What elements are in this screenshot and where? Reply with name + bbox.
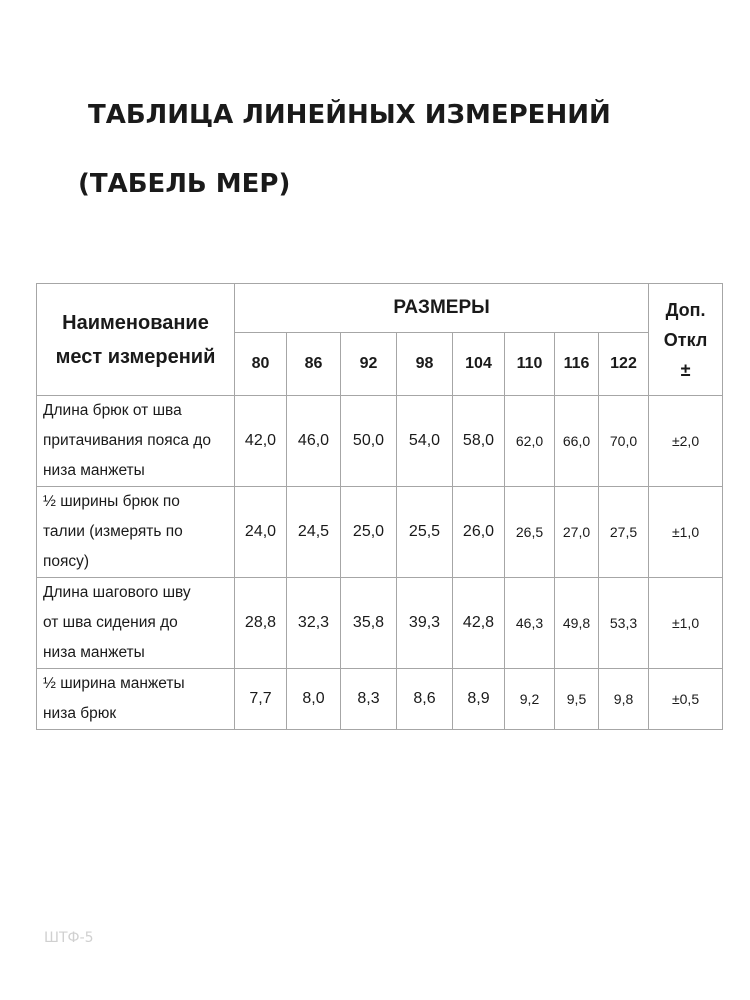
measurement-name — [37, 578, 235, 669]
measurement-value: 9,5 — [555, 669, 599, 730]
measurement-name — [37, 487, 235, 578]
measurement-value: 42,0 — [235, 396, 287, 487]
table-header-row — [37, 284, 723, 333]
tolerance-value: ±1,0 — [649, 578, 723, 669]
table-row — [37, 578, 723, 669]
tolerance-value: ±2,0 — [649, 396, 723, 487]
size-label: 98 — [397, 333, 453, 396]
measurement-value: 32,3 — [287, 578, 341, 669]
measurement-value: 26,5 — [505, 487, 555, 578]
table-row — [37, 669, 723, 730]
header-tolerance-line: Откл — [663, 329, 708, 350]
measurement-value: 27,0 — [555, 487, 599, 578]
header-sizes: РАЗМЕРЫ — [235, 284, 649, 333]
measurement-value: 53,3 — [599, 578, 649, 669]
measurement-name-line: Длина шагового шву — [43, 584, 191, 601]
measurement-name-line: низа брюк — [43, 705, 117, 722]
measurement-value: 8,0 — [287, 669, 341, 730]
header-name-line: мест измерений — [55, 345, 216, 368]
size-label: 80 — [235, 333, 287, 396]
header-measurement-name — [37, 284, 235, 396]
measurement-name — [37, 396, 235, 487]
measurement-name-line: талии (измерять по — [43, 523, 183, 540]
size-label: 116 — [555, 333, 599, 396]
measurement-value: 8,6 — [397, 669, 453, 730]
measurement-value: 42,8 — [453, 578, 505, 669]
tolerance-value: ±0,5 — [649, 669, 723, 730]
measurement-value: 28,8 — [235, 578, 287, 669]
measurement-value: 24,5 — [287, 487, 341, 578]
size-label: 86 — [287, 333, 341, 396]
page-title: ТАБЛИЦА ЛИНЕЙНЫХ ИЗМЕРЕНИЙ — [88, 100, 611, 130]
measurement-value: 70,0 — [599, 396, 649, 487]
measurement-value: 58,0 — [453, 396, 505, 487]
measurement-name-line: ½ ширина манжеты — [43, 675, 185, 692]
measurement-name-line: притачивания пояса до — [43, 432, 211, 449]
measurement-value: 39,3 — [397, 578, 453, 669]
measurement-value: 8,3 — [341, 669, 397, 730]
measurement-name-line: от шва сидения до — [43, 614, 178, 631]
size-label: 92 — [341, 333, 397, 396]
header-tolerance-line: Доп. — [665, 299, 706, 320]
measurement-value: 8,9 — [453, 669, 505, 730]
size-label: 104 — [453, 333, 505, 396]
measurement-value: 62,0 — [505, 396, 555, 487]
measurement-value: 54,0 — [397, 396, 453, 487]
measurement-value: 66,0 — [555, 396, 599, 487]
page-subtitle: (ТАБЕЛЬ МЕР) — [78, 169, 291, 199]
measurement-value: 35,8 — [341, 578, 397, 669]
size-label: 110 — [505, 333, 555, 396]
measurement-value: 49,8 — [555, 578, 599, 669]
table-row — [37, 487, 723, 578]
measurement-name-line: ½ ширины брюк по — [43, 493, 180, 510]
measurement-value: 46,0 — [287, 396, 341, 487]
tolerance-value: ±1,0 — [649, 487, 723, 578]
header-tolerance — [649, 284, 723, 396]
document-code: ШТФ-5 — [44, 930, 94, 946]
measurement-name-line: низа манжеты — [43, 462, 145, 479]
measurement-value: 26,0 — [453, 487, 505, 578]
header-tolerance-line: ± — [680, 359, 691, 380]
table-row — [37, 396, 723, 487]
measurement-table — [36, 283, 723, 730]
size-label: 122 — [599, 333, 649, 396]
measurement-value: 27,5 — [599, 487, 649, 578]
measurement-value: 7,7 — [235, 669, 287, 730]
measurement-name — [37, 669, 235, 730]
measurement-value: 24,0 — [235, 487, 287, 578]
measurement-value: 9,2 — [505, 669, 555, 730]
measurement-value: 25,0 — [341, 487, 397, 578]
header-name-line: Наименование — [62, 311, 209, 334]
measurement-value: 46,3 — [505, 578, 555, 669]
measurement-value: 25,5 — [397, 487, 453, 578]
measurement-value: 9,8 — [599, 669, 649, 730]
measurement-name-line: низа манжеты — [43, 644, 145, 661]
measurement-name-line: Длина брюк от шва — [43, 402, 182, 419]
measurement-name-line: поясу) — [43, 553, 90, 570]
measurement-value: 50,0 — [341, 396, 397, 487]
